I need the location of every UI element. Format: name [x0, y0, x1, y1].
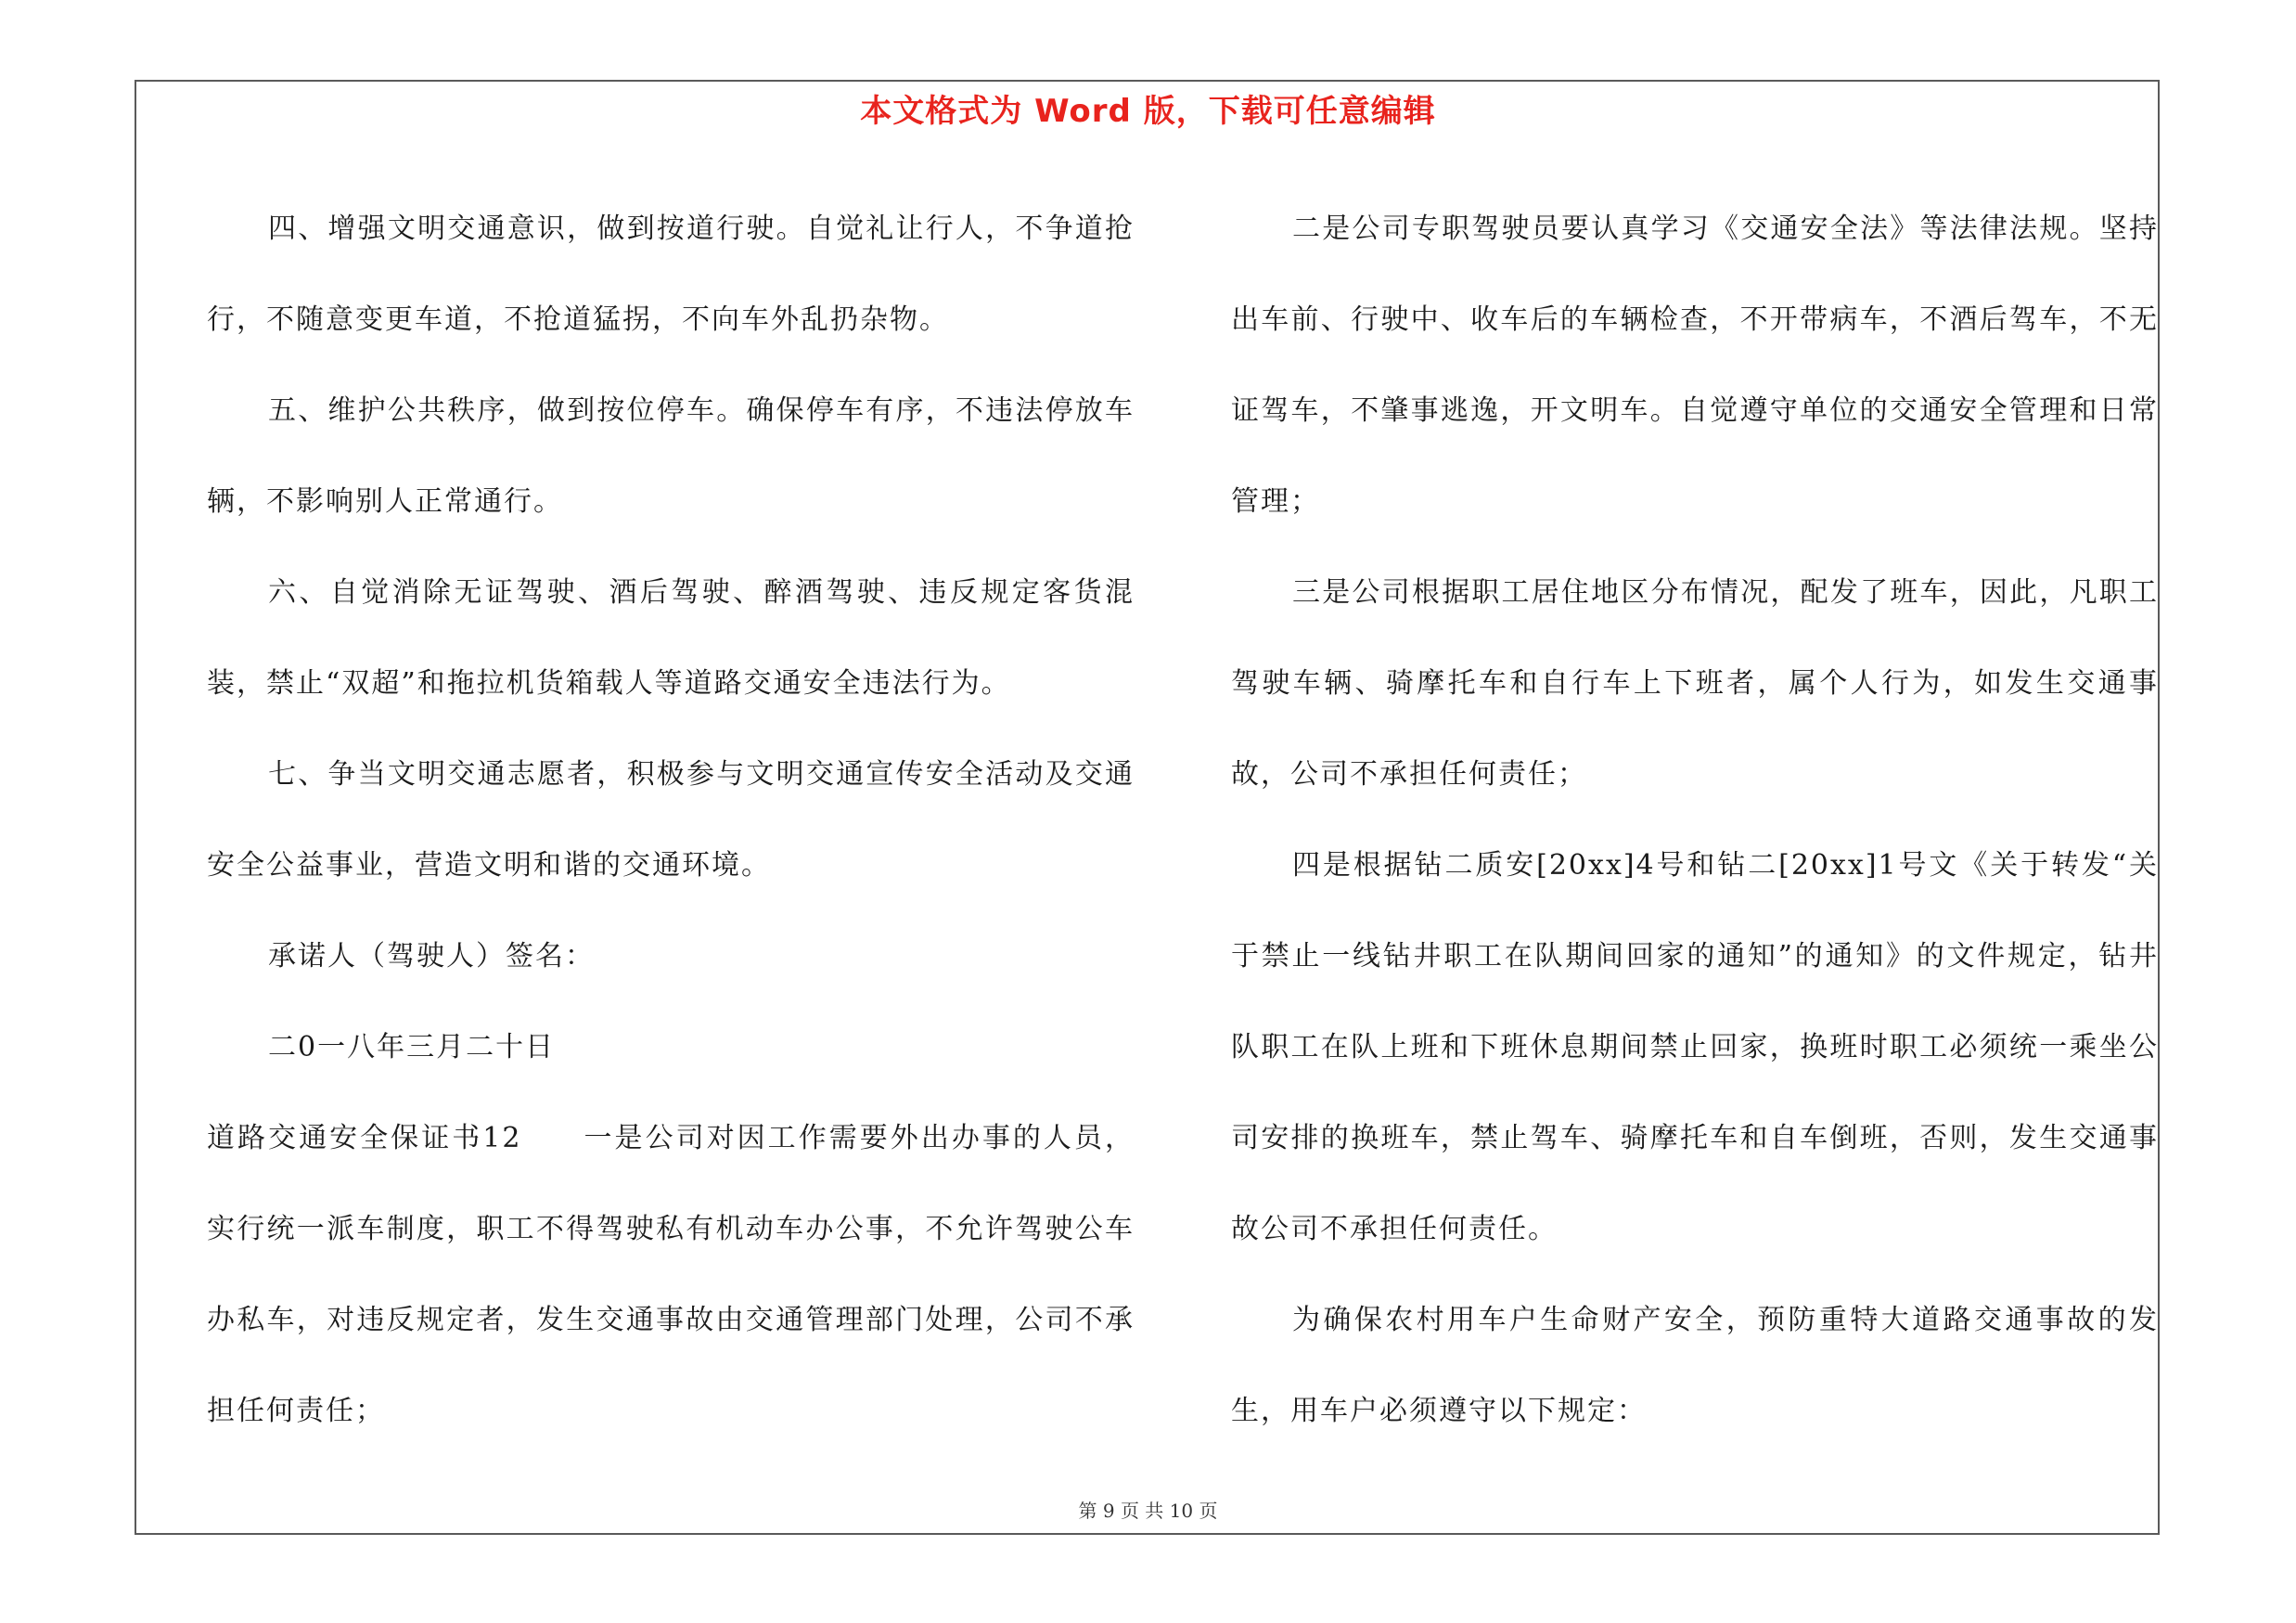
format-banner: 本文格式为 Word 版，下载可任意编辑 — [860, 93, 1436, 130]
paragraph: 四是根据钻二质安[20xx]4号和钻二[20xx]1号文《关于转发“关于禁止一线钻井职工在队期间回家的通知”的通知》的文件规定，钻井队职工在队上班和下班休息期间禁止回家，换班时职工必须统一乘坐公司安排的换班车，禁止驾车、骑摩托车和自车倒班，否则，发生交通事故公司不承担任何责任。 — [1231, 849, 2159, 1245]
date-line: 二0一八年三月二十日 — [268, 1031, 556, 1063]
signature-line: 承诺人（驾驶人）签名： — [268, 940, 595, 973]
paragraph: 为确保农村用车户生命财产安全，预防重特大道路交通事故的发生，用车户必须遵守以下规定： — [1231, 1304, 2159, 1427]
paragraph: 三是公司根据职工居住地区分布情况，配发了班车，因此，凡职工驾驶车辆、骑摩托车和自行车上下班者，属个人行为，如发生交通事故，公司不承担任何责任； — [1231, 576, 2159, 791]
left-column — [207, 184, 1135, 1457]
paragraph: 七、争当文明交通志愿者，积极参与文明交通宣传安全活动及交通安全公益事业，营造文明和谐的交通环境。 — [207, 758, 1135, 882]
paragraph: 道路交通安全保证书12 一是公司对因工作需要外出办事的人员，实行统一派车制度，职工不得驾驶私有机动车办公事，不允许驾驶公车办私车，对违反规定者，发生交通事故由交通管理部门处理，公司不承担任何责任； — [207, 1122, 1135, 1427]
paragraph: 六、自觉消除无证驾驶、酒后驾驶、醉酒驾驶、违反规定客货混装，禁止“双超”和拖拉机货箱载人等道路交通安全违法行为。 — [207, 576, 1135, 700]
paragraph: 五、维护公共秩序，做到按位停车。确保停车有序，不违法停放车辆，不影响别人正常通行。 — [207, 394, 1135, 518]
paragraph: 二是公司专职驾驶员要认真学习《交通安全法》等法律法规。坚持出车前、行驶中、收车后的车辆检查，不开带病车，不酒后驾车，不无证驾车，不肇事逃逸，开文明车。自觉遵守单位的交通安全管理和日常管理； — [1231, 213, 2159, 518]
right-column — [1231, 184, 2159, 1457]
page-number-footer: 第 9 页 共 10 页 — [1078, 1500, 1218, 1522]
paragraph: 四、增强文明交通意识，做到按道行驶。自觉礼让行人，不争道抢行，不随意变更车道，不抢道猛拐，不向车外乱扔杂物。 — [207, 213, 1135, 336]
